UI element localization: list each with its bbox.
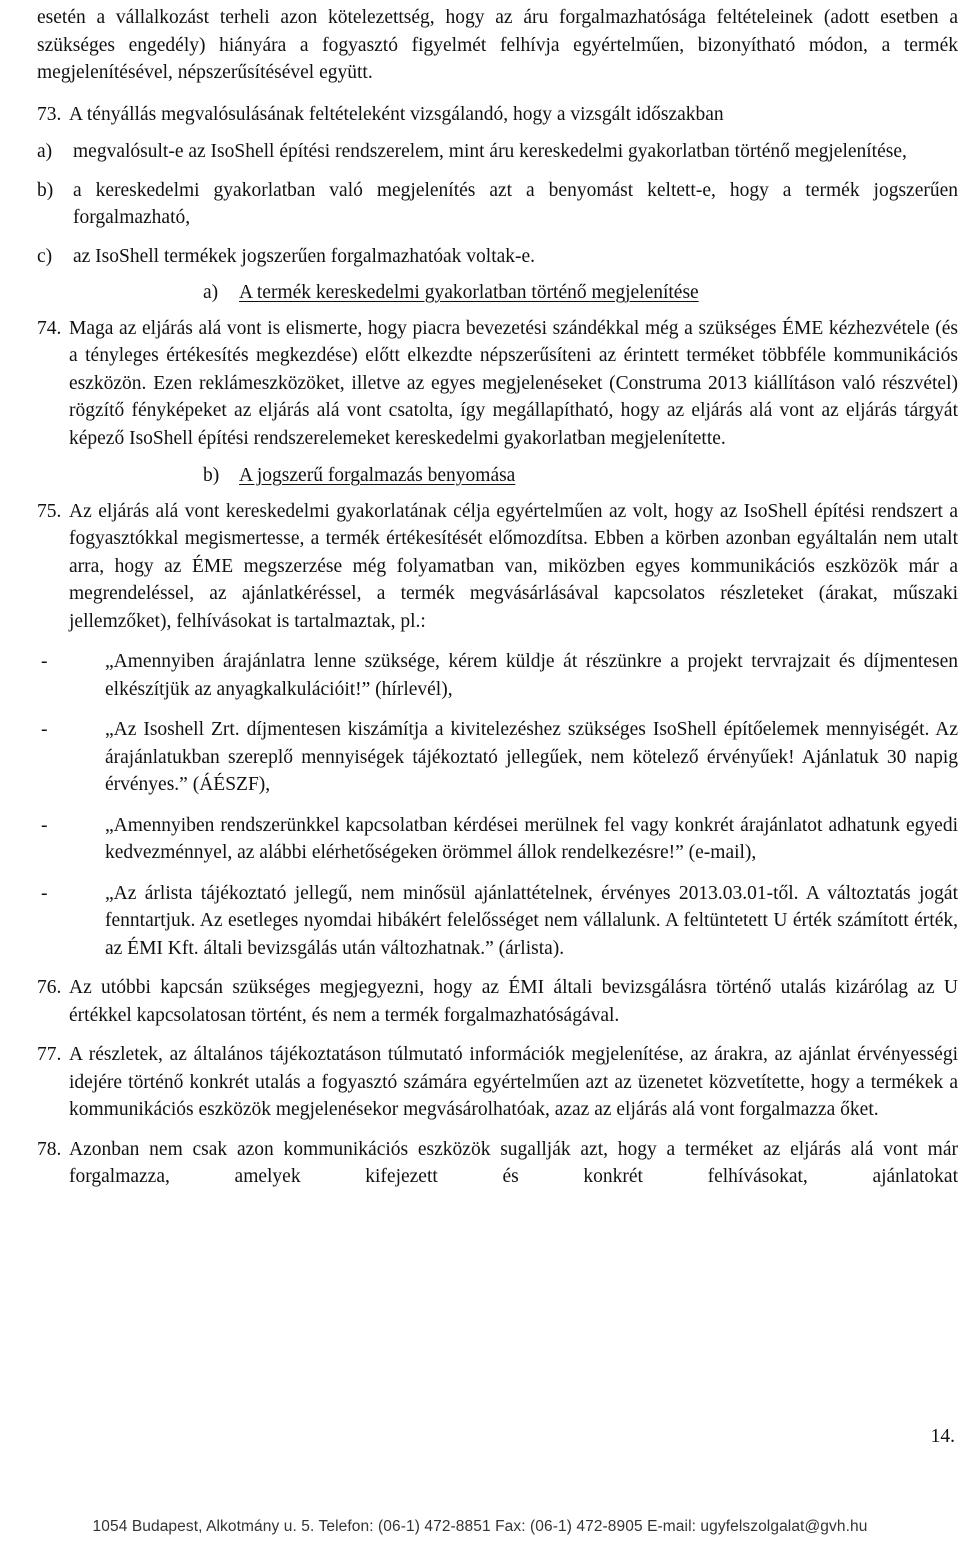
paragraph-text: Azonban nem csak azon kommunikációs eszközök sugallják azt, hogy a terméket az eljárás alá vont már forgalmazza, amelyek kifejezett és konkrét felhívásokat, ajánlatokat [69, 1138, 958, 1187]
list-item [37, 138, 958, 166]
section-heading-b [37, 462, 958, 490]
paragraph-73 [37, 101, 958, 129]
body-text [37, 4, 958, 1191]
paragraph-number: 74. [37, 317, 62, 339]
paragraph-text: Maga az eljárás alá vont is elismerte, hogy piacra bevezetési szándékkal még a szükséges ÉME kézhezvétele (és a tényleges értékesítés megkezdése) előtt elkezdte népszerűsíteni az érintett terméket többféle kommunikációs eszközön. Ezen reklámeszközöket, illetve az egyes megjelenéseket (Construma 2013 kiállításon való részvétel) rögzítő fényképeket az eljárás alá vont csatolta, így megállapítható, hogy az eljárás alá vont az eljárás tárgyát képező IsoShell építési rendszerelemeket kereskedelmi gyakorlatban megjelenítette. [69, 317, 958, 449]
paragraph-76 [37, 974, 958, 1029]
heading-letter: b) [203, 465, 220, 486]
list-text: megvalósult-e az IsoShell építési rendszerelem, mint áru kereskedelmi gyakorlatban történő megjelenítése, [73, 141, 907, 162]
quote-text: „Az árlista tájékoztató jellegű, nem minősül ajánlattételnek, érvényes 2013.03.01-től. A változtatás jogát fenntartjuk. Az esetleges nyomdai hibákért felelősséget nem vállalunk. A feltüntetett U érték számított érték, az ÉMI Kft. általi bevizsgálás után változhatnak.” (árlista). [105, 882, 958, 959]
paragraph-number: 77. [37, 1044, 62, 1065]
list-item [37, 880, 958, 963]
heading-text: A termék kereskedelmi gyakorlatban történő megjelenítése [239, 282, 699, 303]
list-text: az IsoShell termékek jogszerűen forgalmazhatóak voltak-e. [73, 245, 536, 267]
paragraph-number: 73. [37, 103, 62, 125]
paragraph-number: 75. [37, 500, 62, 522]
list-letter: b) [37, 179, 54, 201]
page-number: 14. [930, 1426, 955, 1447]
list-item [37, 648, 958, 703]
list-item [37, 243, 958, 271]
list-item [37, 177, 958, 232]
list-letter: a) [37, 141, 53, 162]
list-dash: - [41, 719, 48, 740]
list-dash: - [41, 814, 48, 836]
quote-list [37, 648, 958, 962]
list-item [37, 812, 958, 867]
paragraph-text: A részletek, az általános tájékoztatáson túlmutató információk megjelenítése, az árakra, az ajánlat érvényességi idejére történő konkrét utalás a fogyasztó számára egyértelműen azt az üzenetet közvetítette, hogy a termékek a kommunikációs eszközök megjelenésekor megvásárolhatóak, azaz az eljárás alá vont forgalmazza őket. [69, 1044, 958, 1120]
quote-text: „Amennyiben rendszerünkkel kapcsolatban kérdései merülnek fel vagy konkrét árajánlatot adhatunk egyedi kedvezménnyel, az alábbi elérhetőségeken örömmel állok rendelkezésre!” (e-mail), [105, 814, 958, 863]
paragraph-77 [37, 1041, 958, 1124]
paragraph-text: A tényállás megvalósulásának feltételeként vizsgálandó, hogy a vizsgált időszakban [69, 103, 724, 125]
paragraph-number: 76. [37, 977, 62, 998]
quote-text: „Az Isoshell Zrt. díjmentesen kiszámítja a kivitelezéshez szükséges IsoShell építőelemek mennyiségét. Az árajánlatukban szereplő mennyiségek tájékoztató jellegűek, nem kötelező érvényűek! Ajánlatuk 30 napig érvényes.” (ÁÉSZF), [105, 719, 958, 795]
paragraph-number: 78. [37, 1138, 62, 1160]
quote-text: „Amennyiben árajánlatra lenne szüksége, kérem küldje át részünkre a projekt tervrajzait és díjmentesen elkészítjük az anyagkalkulációit!” (hírlevél), [105, 651, 958, 700]
paragraph-74 [37, 315, 958, 453]
list-letter: c) [37, 245, 53, 267]
paragraph-text: Az utóbbi kapcsán szükséges megjegyezni, hogy az ÉMI általi bevizsgálásra történő utalás kizárólag az U értékkel kapcsolatosan történt, és nem a termék forgalmazhatóságával. [69, 977, 958, 1026]
paragraph-78 [37, 1136, 958, 1191]
heading-letter: a) [203, 282, 219, 303]
list-dash: - [41, 882, 48, 904]
section-heading-a [37, 279, 958, 307]
heading-text: A jogszerű forgalmazás benyomása [239, 465, 516, 486]
intro-paragraph: esetén a vállalkozást terheli azon kötelezettség, hogy az áru forgalmazhatósága feltételeinek (adott esetben a szükséges engedély) hiányára a fogyasztó figyelmét felhívja egyértelműen, bizonyítható módon, a termék megjelenítésével, népszerűsítésével együtt. [37, 7, 958, 83]
list-text: a kereskedelmi gyakorlatban való megjelenítés azt a benyomást keltett-e, hogy a termék jogszerűen forgalmazható, [73, 179, 958, 228]
paragraph-75 [37, 498, 958, 636]
list-dash: - [41, 651, 48, 672]
list-item [37, 716, 958, 799]
paragraph-text: Az eljárás alá vont kereskedelmi gyakorlatának célja egyértelműen az volt, hogy az IsoShell építési rendszert a fogyasztókkal megismertesse, a termék értékesítését előmozdítsa. Ebben a körben azonban egyáltalán nem utalt arra, hogy az ÉME megszerzése még folyamatban van, miközben egyes kommunikációs eszközök már a megrendeléssel, az ajánlatkéréssel, a termék megvásárlásával kapcsolatos részleteket (árakat, műszaki jellemzőket), felhívásokat is tartalmaztak, pl.: [69, 500, 958, 632]
criteria-list [37, 138, 958, 270]
page-footer: 1054 Budapest, Alkotmány u. 5. Telefon: (06-1) 472-8851 Fax: (06-1) 472-8905 E-mail: ugyfelszolgalat@gvh.hu [92, 1518, 868, 1535]
